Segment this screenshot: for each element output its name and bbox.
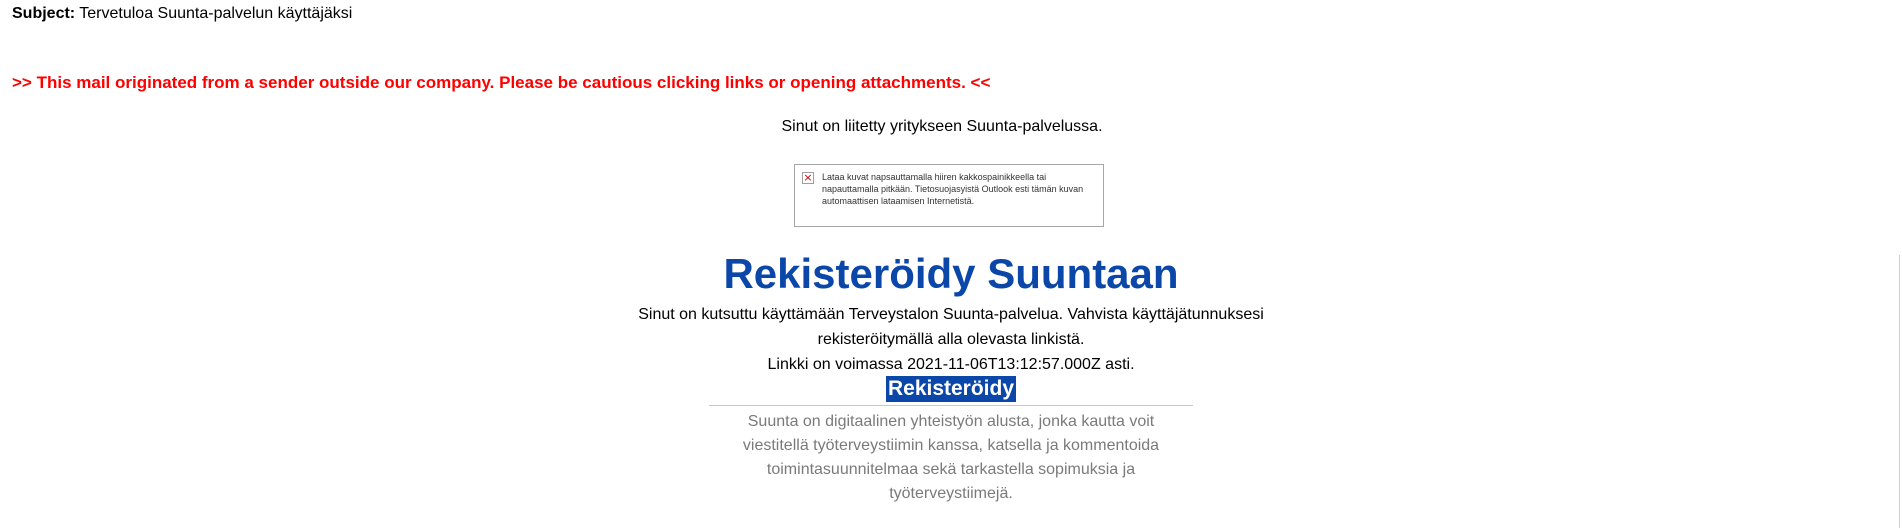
subject-value: Tervetuloa Suunta-palvelun käyttäjäksi — [79, 5, 353, 22]
broken-image-icon: × — [803, 171, 813, 184]
email-subject — [12, 4, 352, 24]
scrollbar-edge[interactable] — [1899, 255, 1900, 528]
invitation-description — [0, 302, 1902, 377]
footer-line-2: viestitellä työterveystiimin kanssa, katsella ja kommentoida — [742, 437, 1160, 454]
register-link[interactable]: Rekisteröidy — [887, 377, 1015, 400]
register-link-container — [0, 376, 1902, 402]
intro-text — [0, 117, 1902, 137]
description-line-3: Linkki on voimassa 2021-11-06T13:12:57.000Z asti. — [767, 356, 1135, 373]
footer-line-4: työterveystiimejä. — [889, 485, 1013, 502]
divider — [709, 405, 1193, 406]
footer-line-1: Suunta on digitaalinen yhteistyön alusta, jonka kautta voit — [747, 413, 1155, 430]
subject-label: Subject: — [12, 5, 76, 22]
page-title: Rekisteröidy Suuntaan — [723, 250, 1179, 297]
blocked-image-message: Lataa kuvat napsauttamalla hiiren kakkospainikkeella tai napauttamalla pitkään. Tietosuojasyistä Outlook esti tämän kuvan automaattisen lataamisen Internetistä. — [822, 172, 1084, 206]
description-line-1: Sinut on kutsuttu käyttämään Terveystalon Suunta-palvelua. Vahvista käyttäjätunnuksesi — [638, 306, 1264, 323]
external-sender-warning: >> This mail originated from a sender outside our company. Please be cautious clicking links or opening attachments. << — [12, 73, 991, 92]
description-line-2: rekisteröitymällä alla olevasta linkistä. — [817, 331, 1085, 348]
footer-description — [0, 410, 1902, 506]
footer-line-3: toimintasuunnitelmaa sekä tarkastella sopimuksia ja — [766, 461, 1136, 478]
blocked-image-placeholder[interactable] — [794, 164, 1104, 227]
intro-text-content: Sinut on liitetty yritykseen Suunta-palvelussa. — [781, 118, 1103, 135]
